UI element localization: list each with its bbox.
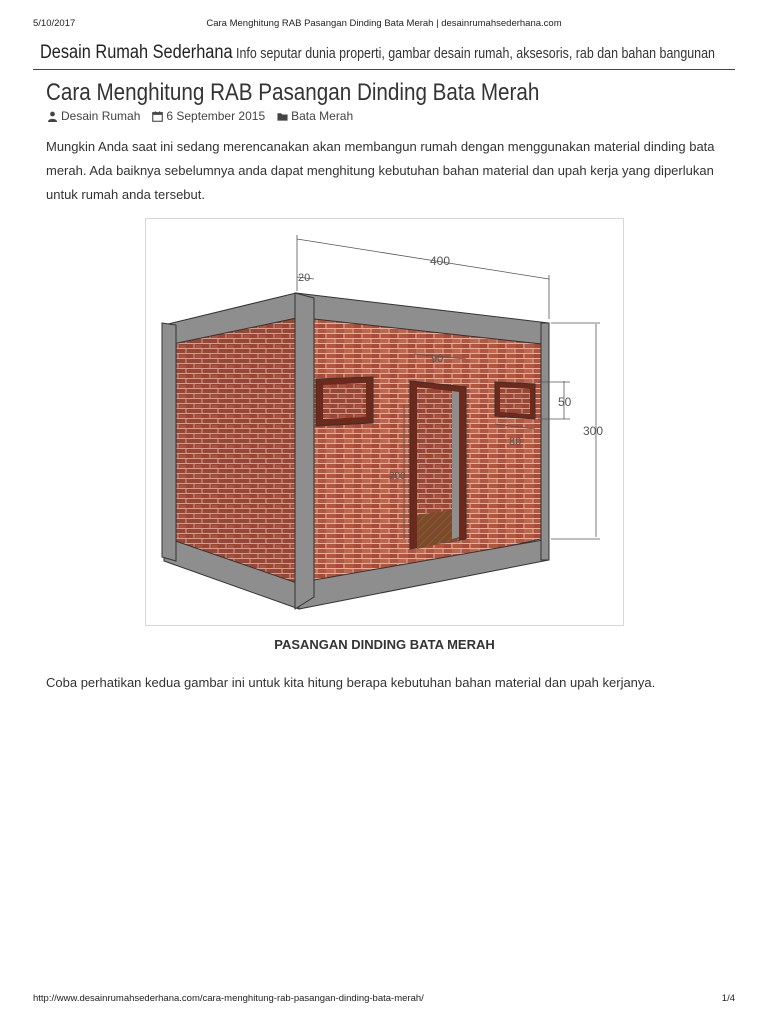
site-name-link[interactable]: Desain Rumah Sederhana [40,42,233,63]
dim-door-width-label: 90 [431,353,444,365]
brick-room-illustration [146,219,625,627]
print-page-title: Cara Menghitung RAB Pasangan Dinding Bata Merah | desainrumahsederhana.com [206,18,562,29]
print-footer [0,993,768,1007]
dim-window-width-label: 80 [509,436,522,448]
dim-window-height-label: 50 [558,395,572,409]
print-page-number: 1/4 [721,993,735,1004]
figure-caption: PASANGAN DINDING BATA MERAH [274,637,495,652]
user-icon [47,111,58,122]
dim-height-label: 300 [583,424,604,438]
post-author-link[interactable]: Desain Rumah [61,109,141,123]
site-header [33,40,735,70]
print-header [0,18,768,32]
post-category-link[interactable]: Bata Merah [291,109,354,123]
outro-paragraph: Coba perhatikan kedua gambar ini untuk kita hitung berapa kebutuhan bahan material dan upah kerjanya. [46,675,656,690]
site-tagline: Info seputar dunia properti, gambar desain rumah, aksesoris, rab dan bahan bangunan [236,45,715,62]
post-meta [47,109,353,123]
folder-icon [277,111,288,122]
calendar-icon [152,111,163,122]
print-date: 5/10/2017 [33,18,76,29]
intro-paragraph: Mungkin Anda saat ini sedang merencanakan akan membangun rumah dengan menggunakan material dinding bata merah. Ada baiknya sebelumnya anda dapat menghitung kebutuhan bahan material dan upah kerja yang diperlukan untuk rumah anda tersebut. [46,139,715,202]
brick-wall-figure [145,218,624,626]
post-date-link[interactable]: 6 September 2015 [166,109,266,123]
post-title: Cara Menghitung RAB Pasangan Dinding Bata Merah [46,79,540,106]
dim-width-label: 400 [430,254,451,268]
print-url: http://www.desainrumahsederhana.com/cara-menghitung-rab-pasangan-dinding-bata-merah/ [33,993,424,1004]
dim-door-height-label: 200 [389,471,406,482]
dim-thickness-label: 20 [298,272,311,284]
